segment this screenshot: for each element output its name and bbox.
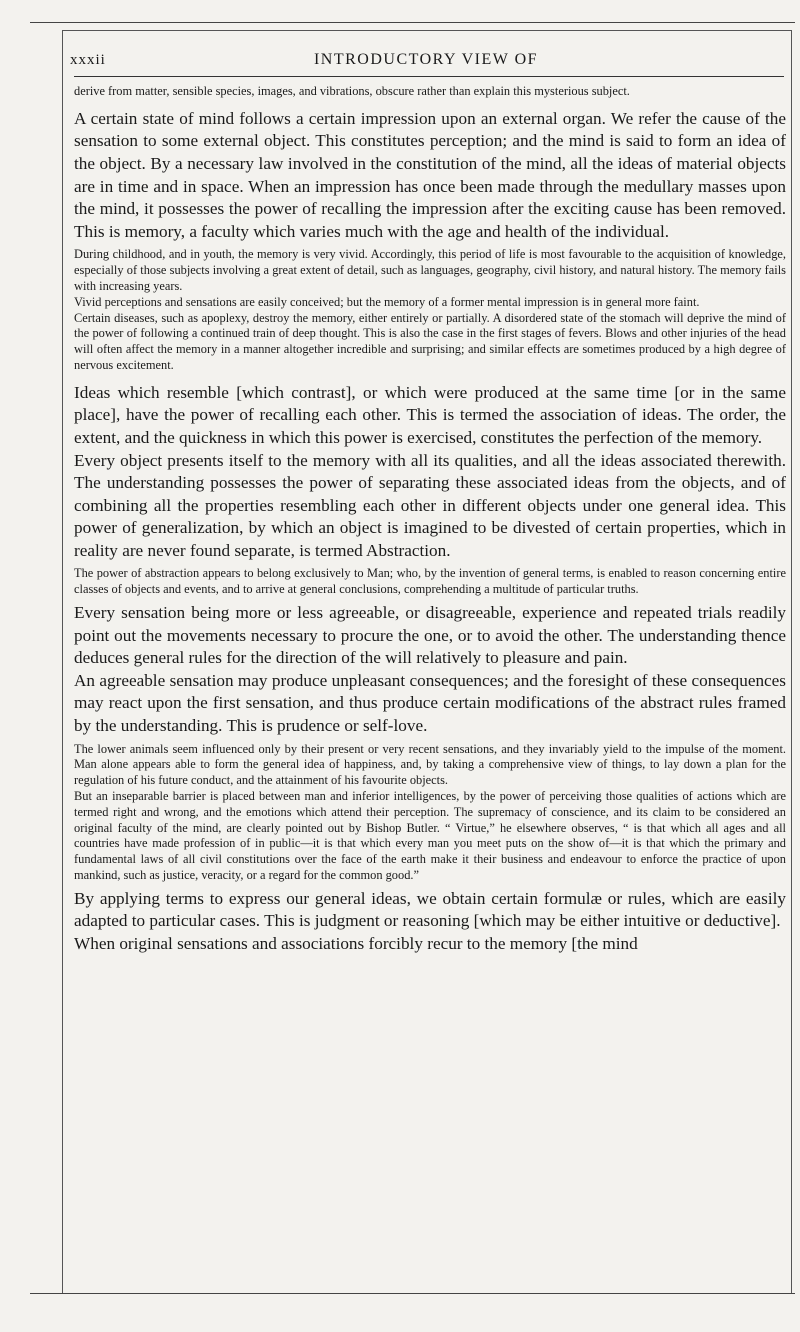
note-childhood: During childhood, and in youth, the memory is very vivid. Accordingly, this period of life is most favourable to the acquisition of knowledge, especially of those subjects involving a great extent of detail, such as languages, geography, civil history, and natural history. The memory fails with increasing years. <box>74 247 786 293</box>
paragraph-abstraction: Every object presents itself to the memory with all its qualities, and all the ideas associated therewith. The understanding possesses the power of separating these associated ideas from the objects, and of combining all the properties resembling each other in different objects under one general idea. This power of generalization, by which an object is imagined to be divested of certain properties, which in reality are never found separate, is termed Abstraction. <box>74 450 786 560</box>
running-head: INTRODUCTORY VIEW OF <box>313 51 539 68</box>
note-conscience: But an inseparable barrier is placed between man and inferior intelligences, by the power of perceiving those qualities of actions which are termed right and wrong, and the emotions which attend their perception. The supremacy of conscience, and its claim to be considered an original faculty of the mind, are clearly pointed out by Bishop Butler. “ Virtue,” he elsewhere observes, “ is that which all ages and all countries have made profession of in public—it is that which every man you meet puts on the show of—it is that which the primary and fundamental laws of all civil constitutions over the face of the earth make it their business and endeavour to enforce the practice of upon mankind, such as justice, veracity, or a regard for the common good.” <box>74 789 786 883</box>
page-number: xxxii <box>70 52 106 68</box>
page-header <box>62 48 790 72</box>
header-rule <box>74 76 784 77</box>
paragraph-perception: A certain state of mind follows a certain impression upon an external organ. We refer the cause of the sensation to some external object. This constitutes perception; and the mind is said to form an idea of the object. By a necessary law involved in the constitution of the mind, all the ideas of material objects are in time and in space. When an impression has once been made through the medullary masses upon the mind, it possesses the power of recalling the impression after the exciting cause has been removed. This is memory, a faculty which varies much with the age and health of the individual. <box>74 108 786 241</box>
paragraph-sensation: Every sensation being more or less agreeable, or disagreeable, experience and repeated trials readily point out the movements necessary to procure the one, or to avoid the other. The understanding thence deduces general rules for the direction of the will relatively to pleasure and pain. <box>74 603 786 668</box>
note-abstraction: The power of abstraction appears to belong exclusively to Man; who, by the invention of general terms, is enabled to reason concerning entire classes of objects and events, and to arrive at general conclusions, comprehending a multitude of particular truths. <box>74 566 786 597</box>
note-diseases: Certain diseases, such as apoplexy, destroy the memory, either entirely or partially. A disordered state of the stomach will deprive the mind of the power of following a continued train of deep thought. This is also the case in the first stages of fevers. Blows and other injuries of the head will often affect the memory in a manner altogether incredible and surprising; and similar effects are sometimes produced by a high degree of nervous excitement. <box>74 310 786 372</box>
note-vivid: Vivid perceptions and sensations are easily conceived; but the memory of a former mental impression is in general more faint. <box>74 294 700 309</box>
page-bottom-rule <box>30 1293 795 1294</box>
paragraph-prudence: An agreeable sensation may produce unpleasant consequences; and the foresight of these consequences may react upon the first sensation, and thus produce certain modifications of the abstract rules framed by the understanding. This is prudence or self-love. <box>74 670 786 736</box>
paragraph-judgment: By applying terms to express our general ideas, we obtain certain formulæ or rules, which are easily adapted to particular cases. This is judgment or reasoning [which may be either intuitive or deductive]. <box>74 888 786 931</box>
page-top-rule <box>30 22 795 23</box>
note-lower-animals: The lower animals seem influenced only by their present or very recent sensations, and they invariably yield to the impulse of the moment. Man alone appears able to form the general idea of happiness, and, by taking a comprehensive view of things, to lay down a plan for the regulation of his future conduct, and the attainment of his favourite objects. <box>74 741 786 788</box>
paragraph-association: Ideas which resemble [which contrast], or which were produced at the same time [or in the same place], have the power of recalling each other. This is termed the association of ideas. The order, the extent, and the quickness in which this power is exercised, constitutes the perfection of the memory. <box>74 382 786 447</box>
paragraph-final: When original sensations and associations forcibly recur to the memory [the mind <box>74 934 638 953</box>
page-body <box>74 84 786 956</box>
paragraph-0: derive from matter, sensible species, images, and vibrations, obscure rather than explain this mysterious subject. <box>74 84 630 98</box>
